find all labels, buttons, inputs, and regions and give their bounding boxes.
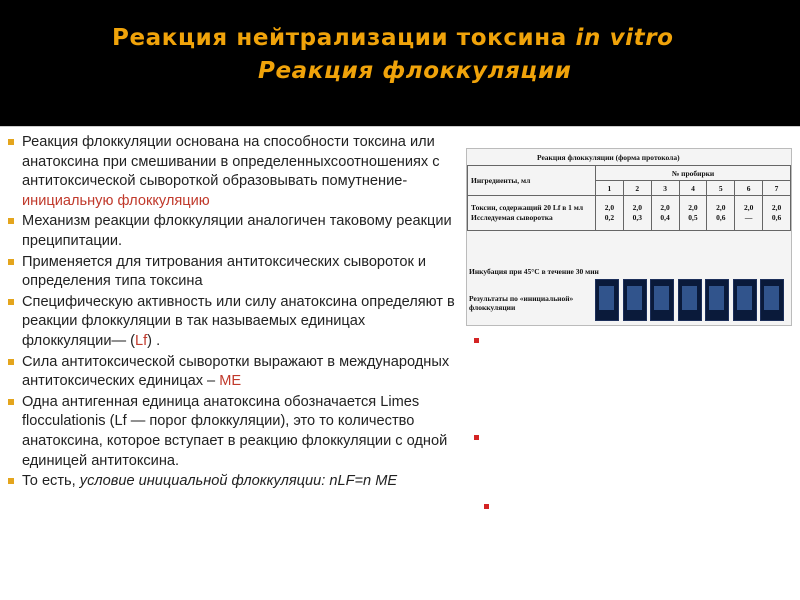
bullet-text: Сила антитоксической сыворотки выражают в международных антитоксических единицах – [22,353,450,390]
bullet-text: То есть, [22,473,80,490]
bullet-text: Lf [134,332,148,349]
bullet-text: МЕ [219,373,242,390]
serum-value: — [744,213,753,222]
serum-value: 0,4 [660,213,670,222]
tube-values [623,196,651,231]
title-line-2: Реакция флоккуляции [258,58,572,84]
ingredients-header: Ингредиенты, мл [468,166,596,196]
bullet-item [6,353,458,392]
tube-number: 1 [596,181,624,196]
tube-number: 2 [623,181,651,196]
tube-number: 6 [735,181,763,196]
serum-value: 0,6 [716,213,726,222]
serum-value: 0,2 [604,213,615,222]
tube-number: 3 [651,181,679,196]
bullet-item [6,253,458,292]
bullet-square-icon [8,359,14,365]
protocol-title: Реакция флоккуляции (форма протокола) [537,153,680,162]
tube-number-header: № пробирки [596,166,791,181]
tube-number: 5 [707,181,735,196]
bullet-text: инициальную флоккуляцию [22,192,210,209]
test-tube-photo [760,279,784,321]
toxin-value: 2,0 [716,203,726,212]
row-label-toxin-serum: Токсин, содержащий 20 Lf в 1 мл Исследуемая сыворотка [468,196,596,231]
serum-value: 0,6 [771,213,782,222]
bullet-text: ) . [147,332,161,349]
toxin-value: 2,0 [743,203,754,212]
test-tube-photo [595,279,619,321]
bullet-item [6,472,458,492]
bullet-text: Механизм реакции флоккуляции аналогичен таковому реакции преципитации. [22,213,452,249]
bullet-square-icon [8,399,14,405]
bullet-item [6,133,458,211]
toxin-value: 2,0 [771,203,782,212]
tube-values [651,196,679,231]
bullet-marker-red [474,338,479,343]
tube-values [679,196,707,231]
title-line-1: Реакция нейтрализации токсина in vitro [112,25,674,51]
bullet-item [6,393,458,471]
title-bar [0,0,800,126]
bullet-square-icon [8,259,14,265]
test-tube-photo [678,279,702,321]
tube-number: 4 [679,181,707,196]
protocol-table [467,165,791,231]
bullet-marker-red [474,435,479,440]
toxin-value: 2,0 [604,203,615,212]
bullet-text: условие инициальной флоккуляции: [79,473,326,490]
bullet-item [6,293,458,352]
bullet-marker-red [484,504,489,509]
serum-value: 0,5 [688,213,698,222]
results-label: Результаты по «инициальной» флоккуляции [469,294,574,312]
bullet-text: nLF=n МЕ [325,473,398,490]
bullet-square-icon [8,478,14,484]
test-tube-photo [650,279,674,321]
bullet-text: Одна антигенная единица анатоксина обозначается Limes flocculationis (Lf — порог флоккуляции), это то количество анатоксина, которое вступает в реакцию флоккуляции с одной единицей антитоксина. [22,393,448,469]
bullet-list [6,133,458,493]
test-tube-photo [733,279,757,321]
test-tube-photo [705,279,729,321]
tube-values [707,196,735,231]
test-tube-photo [623,279,647,321]
tube-number: 7 [763,181,791,196]
tube-values [596,196,624,231]
tube-values [735,196,763,231]
header-divider [0,126,800,127]
bullet-text: Применяется для титрования антитоксических сывороток и определения типа токсина [22,253,427,290]
bullet-square-icon [8,139,14,145]
tube-values [763,196,791,231]
serum-value: 0,3 [632,213,642,222]
bullet-text: Реакция флоккуляции основана на способности токсина или анатоксина при смешивании в определенныхсоотношениях с антитоксической сывороткой образовывать помутнение- [22,134,440,190]
bullet-item [6,212,458,251]
bullet-text: Специфическую активность или силу анатоксина определяют в реакции флоккуляции в так называемых единицах флоккуляции— ( [22,293,455,349]
bullet-square-icon [8,299,14,305]
bullet-square-icon [8,218,14,224]
toxin-value: 2,0 [688,203,698,212]
toxin-value: 2,0 [660,203,670,212]
toxin-value: 2,0 [632,203,642,212]
incubation-note: Инкубация при 45°С в течение 30 мин [469,267,599,276]
protocol-table-image [466,148,792,326]
